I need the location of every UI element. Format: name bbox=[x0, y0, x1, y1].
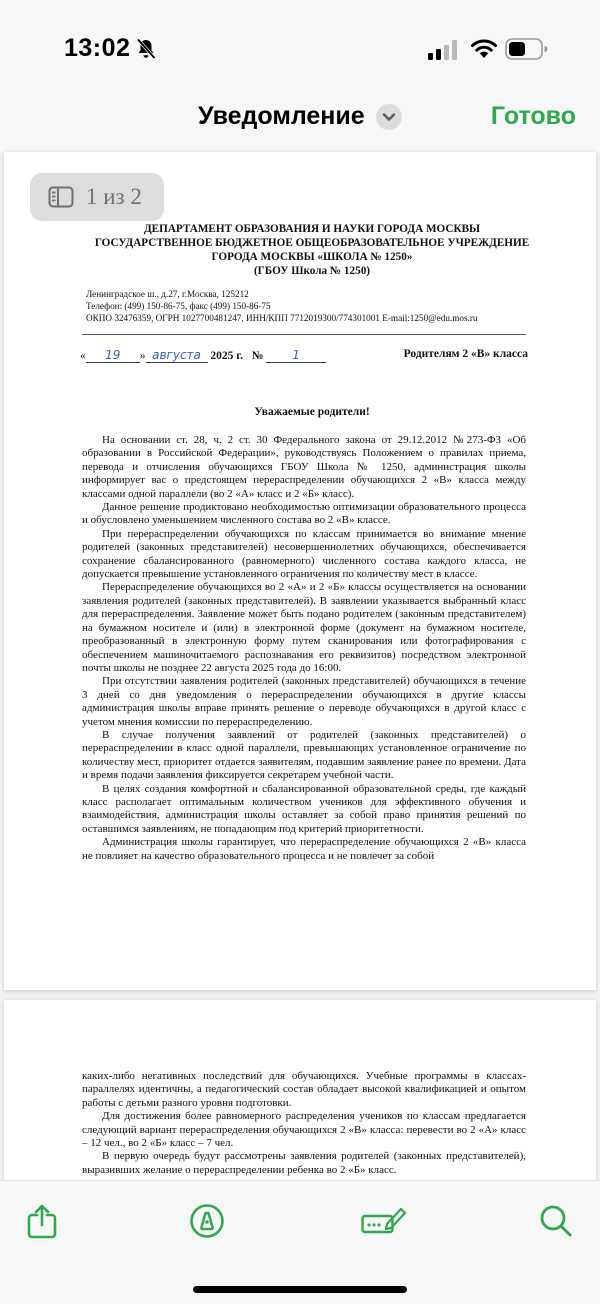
salutation: Уважаемые родители! bbox=[254, 406, 370, 418]
letterhead-line: (ГБОУ Школа № 1250) bbox=[253, 265, 371, 277]
chevron-down-icon bbox=[382, 112, 396, 122]
cellular-signal-icon bbox=[428, 40, 458, 60]
signature-button[interactable] bbox=[360, 1201, 408, 1241]
date-month: августа bbox=[146, 348, 208, 363]
signature-icon bbox=[361, 1205, 407, 1237]
paragraph: каких-либо негативных последствий для обучающихся. Учебные программы в классах-параллелях идентичны, а педагогический состав обладает высокой квалификацией и опытом работы с детьми разного уровня подготовки. bbox=[82, 1070, 526, 1109]
page-indicator-label: 1 из 2 bbox=[86, 184, 142, 209]
document-page-1 bbox=[4, 152, 596, 990]
recipient: Родителям 2 «В» класса bbox=[403, 348, 528, 360]
status-bar bbox=[0, 0, 600, 96]
address-line: ОКПО 32476359, ОГРН 1027700481247, ИНН/КПП 7712019300/774301001 E-mail:1250@edu.mos.ru bbox=[86, 313, 478, 323]
paragraph: Администрация школы гарантирует, что перераспределение обучающихся 2 «В» класса не повлияет на качество образовательного процесса и не повлечет за собой bbox=[82, 836, 526, 862]
bell-muted-icon bbox=[136, 38, 156, 60]
letter-number: 1 bbox=[266, 348, 326, 363]
document-title[interactable]: Уведомление bbox=[198, 102, 365, 130]
sidebar-icon bbox=[48, 186, 74, 208]
battery-icon bbox=[505, 38, 549, 60]
letter-body bbox=[82, 434, 526, 863]
navigation-bar bbox=[0, 96, 600, 152]
letterhead-line: ГОРОДА МОСКВЫ «ШКОЛА № 1250» bbox=[211, 251, 413, 263]
paragraph: На основании ст. 28, ч. 2 ст. 30 Федерального закона от 29.12.2012 №273-ФЗ «Об образовании в Российской Федерации», руководствуясь Положением о правилах приема, перевода и отчисления обучающихся ГБОУ Школа № 1250, администрация школы информирует вас о предстоящем перераспределении обучающихся 2 «В» класса между классами одной параллели (во 2 «А» класс и 2 «Б» класс). bbox=[82, 434, 526, 500]
paragraph: При перераспределении обучающихся по классам принимается во внимание мнение родителей (законных представителей) несовершеннолетних обучающихся, обеспечивается сохранение сбалансированного (равномерного) численного состава каждого класса, не допускается превышение установленного ограничения по количеству мест в классе. bbox=[82, 527, 526, 581]
share-button[interactable] bbox=[22, 1201, 62, 1241]
bottom-toolbar bbox=[0, 1180, 600, 1304]
title-menu-button[interactable] bbox=[376, 104, 402, 130]
wifi-icon bbox=[470, 38, 498, 60]
address-line: Ленинградское ш., д.27, г.Москва, 125212 bbox=[86, 289, 249, 299]
markup-button[interactable] bbox=[187, 1201, 227, 1241]
share-icon bbox=[26, 1203, 58, 1239]
letter-body-continued bbox=[82, 1070, 526, 1177]
status-time: 13:02 bbox=[64, 34, 131, 62]
letterhead-line: ГОСУДАРСТВЕННОЕ БЮДЖЕТНОЕ ОБЩЕОБРАЗОВАТЕЛЬНОЕ УЧРЕЖДЕНИЕ bbox=[94, 237, 530, 249]
search-button[interactable] bbox=[536, 1201, 576, 1241]
paragraph: В случае получения заявлений от родителей (законных представителей) о перераспределении в класс одной параллели, превышающих установленное ограничение по количеству мест, приоритет отдается заявителям, подавшим заявление ранее по времени. Дата и время подачи заявления фиксируется секретарем учебной части. bbox=[82, 728, 526, 782]
search-icon bbox=[539, 1204, 573, 1238]
document-page-2 bbox=[4, 1000, 596, 1200]
paragraph: Перераспределение обучающихся во 2 «А» и 2 «Б» классы осуществляется на основании заявления родителей (законных представителей). В заявлении указывается выбранный класс для перераспределения. Заявление может быть подано родителем (законным представителем) на бумажном носителе и (или) в электронной форме (документ на бумажном носителе, преобразованный в электронную форму путем сканирования или фотографирования с обеспечением машиночитаемого распознавания его реквизитов) посредством электронной почты школы не позднее 22 августа 2025 года до 16:00. bbox=[82, 581, 526, 674]
paragraph: Данное решение продиктовано необходимостью оптимизации образовательного процесса и обусловлено уменьшением численного состава во 2 «В» классе. bbox=[82, 501, 526, 527]
markup-icon bbox=[189, 1203, 225, 1239]
paragraph: Для достижения более равномерного распределения учеников по классам предлагается следующий вариант перераспределения обучающихся 2 «В» класса: перевести во 2 «А» класс – 12 чел., во 2 «Б» класс – 7 чел. bbox=[82, 1110, 526, 1150]
date-year: 2025 г. bbox=[210, 350, 244, 362]
letterhead-line: ДЕПАРТАМЕНТ ОБРАЗОВАНИЯ И НАУКИ ГОРОДА МОСКВЫ bbox=[143, 223, 481, 235]
done-button[interactable]: Готово bbox=[490, 102, 576, 130]
paragraph: В целях создания комфортной и сбалансированной образовательной среды, где каждый класс располагает оптимальным количеством учеников для эффективного обучения и взаимодействия, администрация школы оставляет за собой право принятия решений по оставшимся заявлениям, не попадающим под критерий приоритетности. bbox=[82, 782, 526, 835]
page-indicator[interactable] bbox=[30, 173, 164, 221]
letterhead-divider bbox=[82, 334, 526, 335]
date-day: 19 bbox=[86, 348, 140, 363]
paragraph: В первую очередь будут рассмотрены заявления родителей (законных представителей), выразивших желание о перераспределении ребенка во 2 «Б» класс. bbox=[82, 1150, 526, 1176]
paragraph: При отсутствии заявления родителей (законных представителей) обучающихся в течение 3 дней со дня уведомления о перераспределении обучающихся в другие классы администрация школы вправе принять решение о переводе обучающихся в другой класс с учетом мнения комиссии по перераспределению. bbox=[82, 675, 526, 728]
home-indicator[interactable] bbox=[193, 1286, 407, 1293]
address-line: Телефон: (499) 150-86-75, факс (499) 150-86-75 bbox=[86, 301, 271, 311]
letter-date-line: « 19 » августа 2025 г. № 1 Родителям 2 «В» класса bbox=[80, 348, 528, 362]
